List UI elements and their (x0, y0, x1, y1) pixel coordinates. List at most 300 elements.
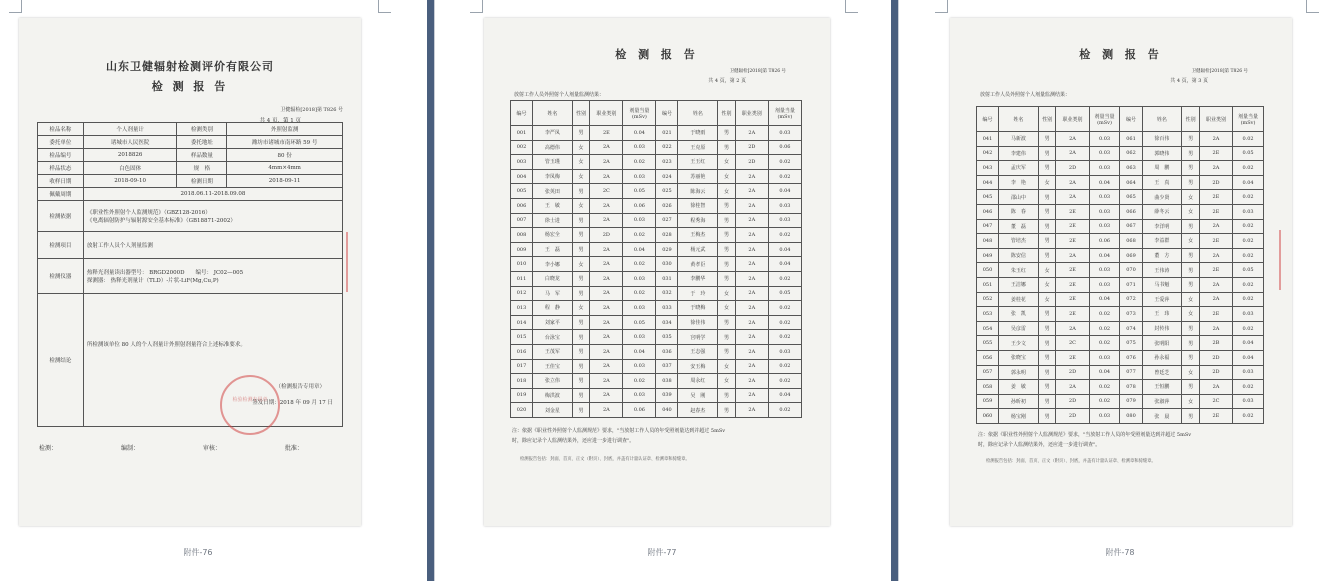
table-cell: 2A (735, 184, 768, 199)
table-cell: 016 (511, 344, 533, 359)
table-cell: 0.02 (1233, 219, 1264, 234)
page-footer: 附件-78 (1105, 548, 1135, 557)
pane-separator[interactable] (891, 0, 898, 581)
table-cell: 李 艳 (999, 175, 1039, 190)
table-cell: 0.04 (623, 126, 656, 141)
table-cell: 029 (656, 242, 678, 257)
table-cell: 053 (977, 307, 999, 322)
table-cell: 059 (977, 394, 999, 409)
table-cell: 006 (511, 198, 533, 213)
basis-line: 《职业性外照射个人监测规范》（GBZ128-2016） (86, 210, 211, 216)
table-cell: 0.03 (623, 359, 656, 374)
table-cell: 2A (1056, 132, 1089, 147)
page-number: 共 4 页，第 1 页 (259, 118, 301, 124)
table-cell: 0.02 (623, 228, 656, 243)
table-cell: 2D (1056, 365, 1089, 380)
table-row (977, 204, 1264, 219)
table-cell: 男 (1182, 321, 1200, 336)
table-row (511, 184, 802, 199)
table-cell: 0.03 (623, 330, 656, 345)
table-cell: 男 (1038, 394, 1056, 409)
table-cell: 男 (572, 286, 590, 301)
table-row (977, 263, 1264, 278)
table-cell: 男 (1038, 161, 1056, 176)
table-cell: 041 (977, 132, 999, 147)
table-cell: 王克原 (678, 140, 718, 155)
table-cell: 女 (718, 169, 736, 184)
info-label: 检测类别 (177, 123, 227, 136)
table-cell: 男 (1182, 409, 1200, 424)
table-cell: 2A (735, 228, 768, 243)
table-cell: 女 (718, 184, 736, 199)
table-cell: 2C (590, 184, 623, 199)
table-cell: 男 (718, 388, 736, 403)
signature-row (39, 443, 341, 452)
table-cell: 2D (1199, 365, 1232, 380)
table-cell: 2D (735, 155, 768, 170)
table-cell: 2A (590, 198, 623, 213)
table-cell: 031 (656, 271, 678, 286)
table-cell: 李小娜 (533, 257, 573, 272)
table-cell: 002 (511, 140, 533, 155)
table-cell: 马新波 (999, 132, 1039, 147)
table-cell: 0.02 (768, 271, 801, 286)
table-cell: 孙永福 (1142, 350, 1182, 365)
table-cell: 吴彦雷 (999, 321, 1039, 336)
info-label: 检测仪器 (38, 259, 84, 294)
table-cell: 2A (735, 271, 768, 286)
table-cell: 038 (656, 374, 678, 389)
table-cell: 058 (977, 380, 999, 395)
seal-edge (1279, 230, 1291, 290)
table-cell: 078 (1120, 380, 1142, 395)
table-row (511, 388, 802, 403)
table-cell: 030 (656, 257, 678, 272)
info-value: 潍坊市诸城市南环路 59 号 (227, 136, 343, 149)
table-cell: 女 (1182, 190, 1200, 205)
table-cell: 0.02 (768, 169, 801, 184)
table-cell: 057 (977, 365, 999, 380)
table-cell: 男 (718, 126, 736, 141)
table-cell: 2A (590, 257, 623, 272)
table-cell: 男 (718, 213, 736, 228)
table-cell: 2A (590, 374, 623, 389)
table-cell: 2C (1199, 394, 1232, 409)
table-row (511, 213, 802, 228)
table-cell: 王恒鹏 (1142, 380, 1182, 395)
table-cell: 郭晓伟 (1142, 146, 1182, 161)
info-label: 检品名称 (38, 123, 84, 136)
table-cell: 2E (1199, 146, 1232, 161)
table-cell: 0.03 (1233, 394, 1264, 409)
table-cell: 0.04 (1089, 248, 1120, 263)
table-cell: 女 (1038, 292, 1056, 307)
info-label: 检品编号 (38, 149, 84, 162)
table-row (511, 242, 802, 257)
table-cell: 067 (1120, 219, 1142, 234)
table-cell: 女 (718, 301, 736, 316)
table-cell: 2E (1056, 292, 1089, 307)
table-cell: 052 (977, 292, 999, 307)
table-cell: 张晓宝 (999, 350, 1039, 365)
table-cell: 男 (1182, 146, 1200, 161)
info-label: 委托地址 (177, 136, 227, 149)
table-cell: 0.04 (768, 184, 801, 199)
table-cell: 男 (1182, 132, 1200, 147)
table-cell: 女 (1182, 365, 1200, 380)
table-cell: 062 (1120, 146, 1142, 161)
table-cell: 2E (1056, 204, 1089, 219)
table-cell: 0.03 (1089, 409, 1120, 424)
table-cell: 2A (735, 330, 768, 345)
table-cell: 044 (977, 175, 999, 190)
table-cell: 027 (656, 213, 678, 228)
table-cell: 021 (656, 126, 678, 141)
table-cell: 李严凤 (533, 126, 573, 141)
instrument-line: 探测器： 热释光剂量计（TLD）-片状-LiF(Mg,Cu,P) (86, 278, 219, 284)
note-line: 时，除应记录个人监测结果外，还应进一步进行调查"。 (512, 438, 635, 444)
table-cell: 孙昕初 (999, 394, 1039, 409)
report-number: 卫健辐检[2018]第 T826 号 (1191, 69, 1248, 74)
table-row (977, 307, 1264, 322)
table-header-cell: 编号 (656, 101, 678, 126)
table-cell: 056 (977, 350, 999, 365)
table-cell: 0.04 (1233, 175, 1264, 190)
table-cell: 047 (977, 219, 999, 234)
table-cell: 台泳宝 (533, 330, 573, 345)
table-cell: 0.02 (1233, 161, 1264, 176)
table-cell: 杨宏全 (533, 228, 573, 243)
table-cell: 0.03 (623, 271, 656, 286)
table-cell: 男 (1182, 161, 1200, 176)
dose-results-table (976, 106, 1264, 424)
table-cell: 0.02 (1233, 248, 1264, 263)
table-cell: 2E (590, 126, 623, 141)
report-results-page (484, 18, 830, 526)
table-cell: 男 (572, 359, 590, 374)
info-value: 2018826 (83, 149, 177, 162)
table-row (511, 344, 802, 359)
table-cell: 2A (590, 242, 623, 257)
table-cell: 0.02 (1089, 321, 1120, 336)
table-cell: 2A (590, 213, 623, 228)
table-cell: 0.06 (623, 403, 656, 418)
table-cell: 2A (590, 286, 623, 301)
table-cell: 2A (590, 403, 623, 418)
inspection-stamp (220, 375, 280, 435)
table-cell: 0.02 (768, 301, 801, 316)
table-cell: 2A (590, 155, 623, 170)
table-cell: 女 (718, 359, 736, 374)
table-cell: 苏丽艳 (678, 169, 718, 184)
table-cell: 0.02 (768, 359, 801, 374)
table-header-cell: 职业类别 (1199, 107, 1232, 132)
table-cell: 郭永明 (999, 365, 1039, 380)
pane-separator[interactable] (427, 0, 434, 581)
table-row (977, 132, 1264, 147)
table-cell: 0.03 (1089, 277, 1120, 292)
table-header-cell: 姓名 (999, 107, 1039, 132)
table-cell: 2A (735, 315, 768, 330)
table-cell: 王 磊 (533, 242, 573, 257)
table-cell: 0.04 (768, 388, 801, 403)
table-cell: 男 (718, 271, 736, 286)
table-cell: 0.02 (768, 315, 801, 330)
table-cell: 男 (1182, 380, 1200, 395)
table-cell: 刘家平 (533, 315, 573, 330)
table-cell: 033 (656, 301, 678, 316)
table-cell: 女 (572, 140, 590, 155)
table-cell: 2A (590, 359, 623, 374)
table-row (977, 277, 1264, 292)
table-cell: 012 (511, 286, 533, 301)
sample-info-table (37, 122, 343, 427)
table-cell: 0.04 (1233, 336, 1264, 351)
table-cell: 024 (656, 169, 678, 184)
table-cell: 0.02 (1089, 380, 1120, 395)
table-note (512, 426, 808, 446)
table-cell: 011 (511, 271, 533, 286)
table-cell: 曲少贤 (1142, 190, 1182, 205)
table-row (511, 301, 802, 316)
table-cell: 046 (977, 204, 999, 219)
table-cell: 男 (718, 198, 736, 213)
table-cell: 0.04 (1089, 175, 1120, 190)
instrument-line: 热释光剂量读出器型号： BRGD2000D 编号： JC02—005 (86, 270, 244, 276)
table-cell: 男 (572, 213, 590, 228)
table-cell: 2A (1199, 380, 1232, 395)
conclusion-text: 所检测该单位 80 人的个人剂量计外照射剂量符合上述标准要求。 (86, 342, 246, 348)
basis-line: 《电离辐射防护与辐射源安全基本标准》（GB18871-2002） (86, 218, 236, 224)
table-cell: 2E (1199, 190, 1232, 205)
table-caption: 放射工作人员外照射个人剂量监测结果： (980, 92, 1071, 98)
table-cell: 0.04 (623, 344, 656, 359)
table-header-cell: 编号 (977, 107, 999, 132)
table-cell: 曾廷芝 (1142, 365, 1182, 380)
note-line: 注：依据《职业性外照射个人监测规范》要求，"当放射工作人员的年受照剂量达到并超过 5mSv (978, 432, 1192, 438)
compiler-label: 编制： (120, 445, 139, 452)
table-cell: 张淑萍 (1142, 394, 1182, 409)
table-cell: 女 (718, 374, 736, 389)
table-cell: 女 (718, 155, 736, 170)
info-value (83, 294, 342, 427)
table-cell: 0.03 (1089, 263, 1120, 278)
table-cell: 王佳宝 (533, 359, 573, 374)
table-cell: 男 (1182, 263, 1200, 278)
table-cell: 男 (1038, 380, 1056, 395)
table-cell: 2A (735, 359, 768, 374)
table-cell: 男 (1038, 365, 1056, 380)
table-cell: 程秀海 (678, 213, 718, 228)
table-cell: 邵山中 (999, 190, 1039, 205)
table-cell: 0.04 (768, 242, 801, 257)
table-row (511, 169, 802, 184)
table-cell: 徐桂智 (678, 198, 718, 213)
table-cell: 男 (1038, 132, 1056, 147)
table-header-cell: 剂量当量(mSv) (623, 101, 656, 126)
report-results-page (950, 18, 1292, 526)
table-cell: 黄孝臣 (678, 257, 718, 272)
table-row (977, 234, 1264, 249)
table-row (977, 321, 1264, 336)
table-cell: 0.04 (1089, 292, 1120, 307)
table-cell: 0.03 (623, 388, 656, 403)
stamp-text: 检验检测专用章 (232, 397, 268, 403)
table-cell: 2A (1056, 175, 1089, 190)
table-cell: 于 玲 (678, 286, 718, 301)
table-cell: 2D (590, 228, 623, 243)
table-cell: 杨元武 (678, 242, 718, 257)
table-cell: 0.02 (768, 330, 801, 345)
table-cell: 014 (511, 315, 533, 330)
table-cell: 女 (1038, 175, 1056, 190)
table-cell: 060 (977, 409, 999, 424)
table-cell: 2A (1056, 190, 1089, 205)
table-cell: 男 (572, 126, 590, 141)
info-label: 收样日期 (38, 175, 84, 188)
dose-results-table (510, 100, 802, 418)
table-cell: 0.02 (768, 155, 801, 170)
table-cell: 2A (735, 403, 768, 418)
page-corner-mark (470, 0, 483, 13)
table-cell: 女 (1182, 394, 1200, 409)
table-header-cell: 姓名 (678, 101, 718, 126)
pane-border (434, 0, 435, 581)
info-value (83, 259, 342, 294)
table-cell: 035 (656, 330, 678, 345)
table-cell: 2A (590, 140, 623, 155)
table-cell: 2A (735, 213, 768, 228)
approver-label: 批准： (284, 445, 303, 452)
table-cell: 039 (656, 388, 678, 403)
info-value: 80 份 (227, 149, 343, 162)
table-cell: 2E (1199, 307, 1232, 322)
table-row (511, 330, 802, 345)
table-cell: 2E (1056, 307, 1089, 322)
table-cell: 2A (1199, 277, 1232, 292)
table-cell: 2A (735, 301, 768, 316)
table-cell: 001 (511, 126, 533, 141)
table-cell: 028 (656, 228, 678, 243)
table-cell: 0.02 (1089, 336, 1120, 351)
table-cell: 男 (1182, 336, 1200, 351)
table-cell: 徐士进 (533, 213, 573, 228)
table-cell: 董 磊 (999, 219, 1039, 234)
info-value: 2018.06.11-2018.09.08 (83, 188, 342, 201)
table-cell: 2A (735, 374, 768, 389)
table-cell: 2E (1056, 234, 1089, 249)
table-caption: 放射工作人员外照射个人剂量监测结果： (514, 92, 605, 98)
table-cell: 管玉瑾 (533, 155, 573, 170)
table-cell: 女 (572, 301, 590, 316)
table-cell: 2A (590, 315, 623, 330)
table-cell: 0.02 (1233, 321, 1264, 336)
table-cell: 072 (1120, 292, 1142, 307)
table-header-cell: 编号 (1120, 107, 1142, 132)
table-cell: 杨宝刚 (999, 409, 1039, 424)
seal-edge (346, 232, 358, 292)
table-cell: 2A (1199, 292, 1232, 307)
table-cell: 010 (511, 257, 533, 272)
table-cell: 079 (1120, 394, 1142, 409)
table-header-cell: 姓名 (1142, 107, 1182, 132)
table-cell: 050 (977, 263, 999, 278)
table-cell: 0.02 (623, 155, 656, 170)
table-header-cell: 性别 (1182, 107, 1200, 132)
table-cell: 王玉红 (678, 155, 718, 170)
info-value: 个人剂量计 (83, 123, 177, 136)
table-cell: 2A (590, 169, 623, 184)
table-cell: 0.02 (1233, 380, 1264, 395)
table-cell: 0.03 (1089, 204, 1120, 219)
pane-border (898, 0, 899, 581)
table-cell: 2B (1199, 336, 1232, 351)
info-value: 诸城市人民医院 (83, 136, 177, 149)
table-cell: 程 静 (533, 301, 573, 316)
table-cell: 王 玮 (1142, 307, 1182, 322)
table-cell: 066 (1120, 204, 1142, 219)
table-cell: 0.03 (1089, 350, 1120, 365)
table-cell: 0.02 (1233, 277, 1264, 292)
report-composition-note: 检测报告包括：封面、首页、正文（附页）、封底，并盖有计量认证章、检测章和骑缝章。 (520, 457, 690, 462)
report-composition-note: 检测报告包括：封面、首页、正文（附页）、封底，并盖有计量认证章、检测章和骑缝章。 (986, 459, 1156, 464)
table-cell: 075 (1120, 336, 1142, 351)
table-cell: 2A (1199, 161, 1232, 176)
table-cell: 0.02 (768, 228, 801, 243)
report-cover-page (19, 18, 361, 526)
table-cell: 男 (718, 257, 736, 272)
table-cell: 女 (718, 286, 736, 301)
info-label: 佩戴周期 (38, 188, 84, 201)
note-line: 注：依据《职业性外照射个人监测规范》要求，"当放射工作人员的年受照剂量达到并超过 5mSv (512, 428, 726, 434)
info-value: 2018-09-11 (227, 175, 343, 188)
info-label: 规 格 (177, 162, 227, 175)
table-cell: 徐佳伟 (678, 315, 718, 330)
info-label: 检测依据 (38, 201, 84, 232)
table-cell: 068 (1120, 234, 1142, 249)
table-cell: 男 (1038, 219, 1056, 234)
table-cell: 023 (656, 155, 678, 170)
table-cell: 2A (735, 169, 768, 184)
report-title: 检 测 报 告 (151, 80, 229, 93)
table-cell: 2A (735, 126, 768, 141)
table-cell: 男 (572, 403, 590, 418)
table-header-cell: 职业类别 (590, 101, 623, 126)
info-value (83, 201, 342, 232)
table-cell: 男 (572, 388, 590, 403)
table-cell: 2A (735, 388, 768, 403)
table-cell: 015 (511, 330, 533, 345)
table-cell: 2A (590, 388, 623, 403)
table-cell: 0.03 (1089, 190, 1120, 205)
table-cell: 2D (735, 140, 768, 155)
table-cell: 王茂军 (533, 344, 573, 359)
table-header-cell: 剂量当量(mSv) (1233, 107, 1264, 132)
table-cell: 065 (1120, 190, 1142, 205)
page-corner-mark (935, 0, 948, 13)
table-row (977, 190, 1264, 205)
report-title: 检 测 报 告 (615, 48, 699, 61)
info-label: 样品状态 (38, 162, 84, 175)
table-cell: 于晓雨 (678, 126, 718, 141)
table-cell: 0.03 (623, 213, 656, 228)
table-cell: 姜桂花 (999, 292, 1039, 307)
table-cell: 王 敏 (533, 198, 573, 213)
table-cell: 2A (1199, 248, 1232, 263)
info-label: 检测项目 (38, 232, 84, 259)
table-cell: 白晓龙 (533, 271, 573, 286)
table-cell: 陈安信 (999, 248, 1039, 263)
